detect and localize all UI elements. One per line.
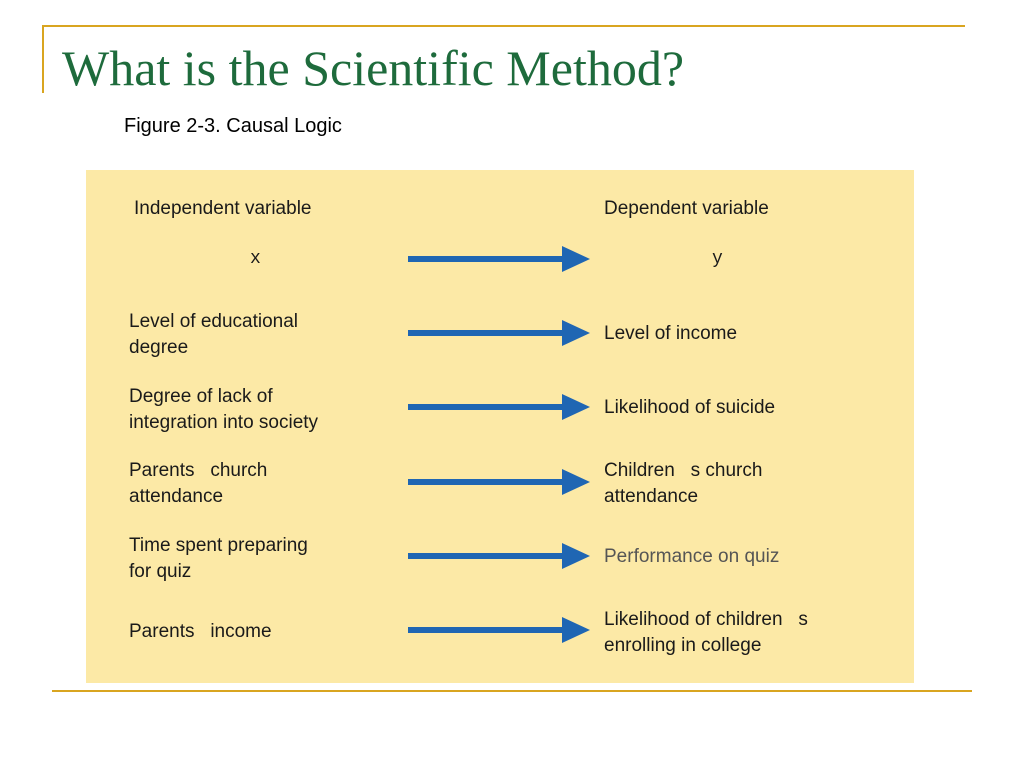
arrow-icon-5 (408, 617, 590, 643)
arrow-icon-2 (408, 394, 590, 420)
arrow-icon-1 (408, 320, 590, 346)
arrow-icon-3 (408, 469, 590, 495)
independent-variable-5: Parents income (129, 621, 272, 642)
y-symbol: y (712, 249, 723, 269)
figure-caption: Figure 2-3. Causal Logic (124, 115, 342, 137)
dependent-variable-header: Dependent variable (604, 198, 769, 219)
arrow-icon-4 (408, 543, 590, 569)
independent-variable-1: Level of educational degree (129, 311, 299, 358)
arrow-icon-header (408, 246, 590, 272)
top-rule (42, 25, 965, 27)
dependent-variable-4: Performance on quiz (604, 546, 780, 567)
bottom-rule (52, 690, 972, 692)
left-rule (42, 25, 44, 93)
x-symbol: x (250, 249, 261, 269)
independent-variable-header: Independent variable (134, 198, 312, 219)
slide-title: What is the Scientific Method? (62, 40, 685, 96)
figure-panel (86, 170, 914, 683)
dependent-variable-5: Likelihood of children s enrolling in college (604, 609, 808, 656)
independent-variable-4: Time spent preparing for quiz (129, 535, 308, 582)
independent-variable-2: Degree of lack of integration into society (129, 386, 319, 433)
dependent-variable-1: Level of income (604, 323, 738, 344)
dependent-variable-2: Likelihood of suicide (604, 397, 776, 418)
dependent-variable-3: Children s church attendance (604, 460, 763, 507)
independent-variable-3: Parents church attendance (129, 460, 268, 507)
